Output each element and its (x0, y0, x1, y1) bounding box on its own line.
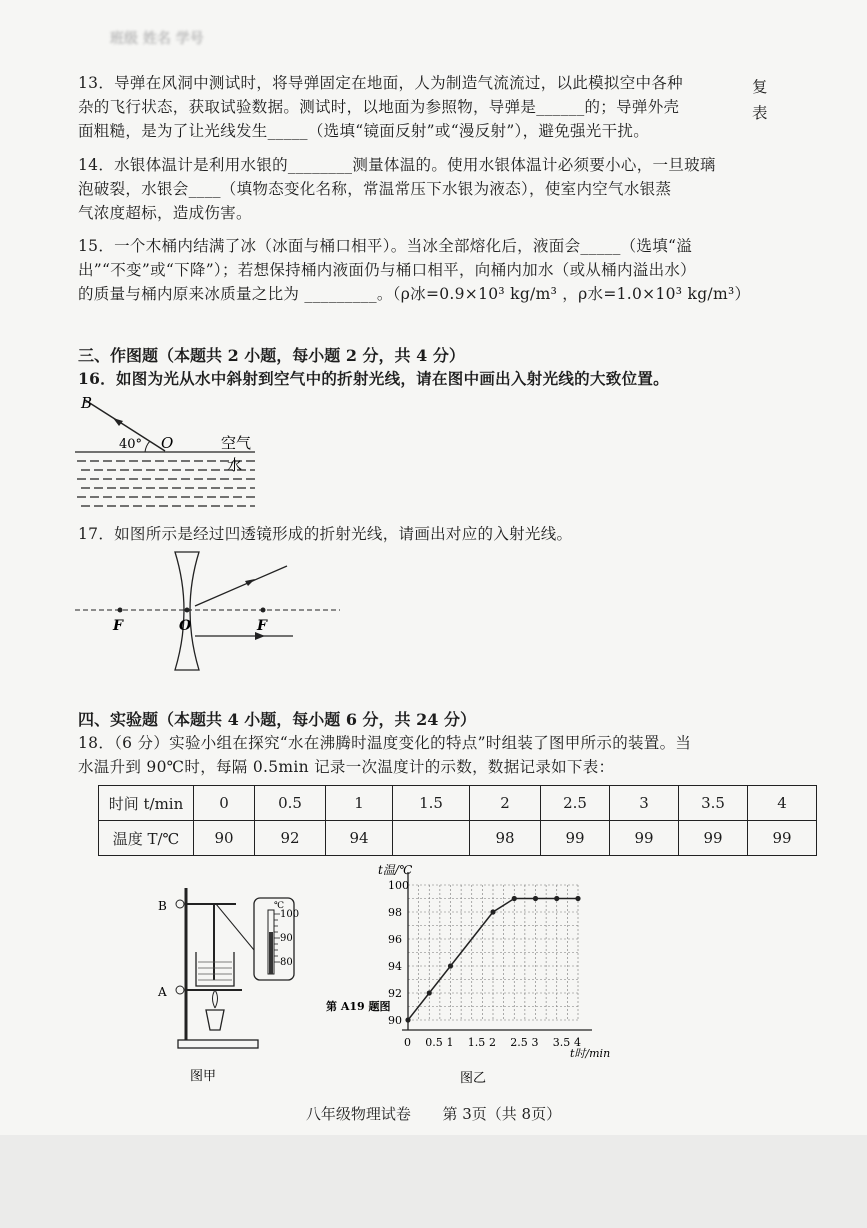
data-point (448, 963, 453, 968)
data-point (575, 896, 580, 901)
question-13 (78, 71, 778, 143)
table-cell: 90 (194, 821, 255, 856)
q15-line-2: 出”“不变”或“下降”）；若想保持桶内液面仍与桶口相平，向桶内加水（或从桶内溢出水） (78, 261, 696, 279)
table-cell: 99 (748, 821, 817, 856)
focal-point-left (118, 608, 123, 613)
label-o: O (179, 618, 192, 634)
x-tick-label: 2.5 (510, 1036, 528, 1049)
x-tick-label: 3.5 (552, 1036, 571, 1049)
chart-grid (408, 885, 578, 1020)
q15-line-3: 的质量与桶内原来冰质量之比为 _________。（ρ冰=0.9×10³ kg/m³ ，ρ水=1.0×10³ kg/m³） (78, 285, 751, 303)
overlay-caption: 第 A19 题图 (326, 1000, 391, 1013)
thermo-tick-80: 80 (280, 957, 293, 968)
stand-base (178, 1040, 258, 1048)
label-f-left: F (113, 618, 123, 634)
y-tick-label: 96 (388, 933, 402, 946)
table-cell: 92 (255, 821, 326, 856)
data-point (490, 909, 495, 914)
q17-figure (75, 548, 345, 678)
q15-line-1: 15．一个木桶内结满了冰（冰面与桶口相平）。当冰全部熔化后，液面会_____（选填“溢 (78, 237, 693, 255)
callout-line (216, 904, 254, 950)
q13-line-3: 面粗糙，是为了让光线发生_____（选填“镜面反射”或“漫反射”），避免强光干扰。 (78, 122, 649, 140)
q18-line-2: 水温升到 90℃时，每隔 0.5min 记录一次温度计的示数，数据记录如下表： (78, 758, 615, 776)
y-tick-label: 100 (388, 879, 409, 892)
ray-arrow (113, 418, 123, 426)
q13-line-1: 13．导弹在风洞中测试时，将导弹固定在地面，人为制造气流流过，以此模拟空中各种 (78, 74, 683, 92)
label-b: B (81, 394, 93, 412)
table-cell: 99 (541, 821, 610, 856)
label-b: B (158, 899, 167, 913)
thermo-tick-90: 90 (280, 933, 293, 944)
x-tick-label: 0 (404, 1036, 411, 1049)
ray-1-arrow (245, 579, 255, 586)
label-f-right: F (257, 618, 267, 634)
table-cell (393, 821, 470, 856)
x-tick-label: 4 (574, 1036, 581, 1049)
figure-yi-chart (320, 860, 611, 1090)
knob-a (176, 986, 184, 994)
question-15 (78, 234, 778, 306)
x-tick-label: 1 (446, 1036, 454, 1049)
y-tick-label: 90 (388, 1014, 402, 1027)
chart-ticks (388, 879, 581, 1049)
data-point (427, 990, 432, 995)
q18-line-1: 18．（6 分）实验小组在探究“水在沸腾时温度变化的特点”时组装了图甲所示的装置。当 (78, 734, 692, 752)
table-row (99, 821, 817, 856)
q16-figure (75, 390, 275, 520)
table-row-header-time: 时间 t/min (99, 786, 194, 821)
x-tick-label: 1.5 (467, 1036, 486, 1049)
focal-point-right (261, 608, 266, 613)
x-tick-label: 0.5 (425, 1036, 443, 1049)
x-tick-label: 2 (489, 1036, 496, 1049)
table-cell: 99 (679, 821, 748, 856)
refracted-ray-1 (195, 566, 287, 606)
table-cell: 98 (470, 821, 541, 856)
label-o: O (161, 434, 174, 452)
footer-page-number: 第 3页（共 8页） (442, 1105, 562, 1123)
table-cell: 99 (610, 821, 679, 856)
q14-line-3: 气浓度超标，造成伤害。 (78, 204, 252, 222)
label-air: 空气 (221, 434, 252, 452)
data-point (533, 896, 538, 901)
q14-line-2: 泡破裂，水银会____（填物态变化名称，常温常压下水银为液态），使室内空气水银蒸 (78, 180, 672, 198)
question-17: 17．如图所示是经过凹透镜形成的折射光线，请画出对应的入射光线。 (78, 525, 573, 543)
label-a: A (158, 985, 167, 999)
alcohol-lamp (206, 1010, 224, 1030)
table-cell: 1 (326, 786, 393, 821)
thermo-unit: ℃ (274, 901, 285, 911)
section-4-heading: 四、实验题（本题共 4 小题，每小题 6 分，共 24 分） (78, 710, 476, 729)
footer-subject: 八年级物理试卷 (305, 1105, 411, 1123)
optical-center (185, 608, 190, 613)
angle-arc (145, 441, 150, 452)
table-cell: 0.5 (255, 786, 326, 821)
x-tick-label: 3 (531, 1036, 539, 1049)
knob-b (176, 900, 184, 908)
page-footer (0, 1103, 867, 1124)
y-tick-label: 94 (388, 960, 402, 973)
table-cell: 0 (194, 786, 255, 821)
data-point (405, 1017, 410, 1022)
table-cell: 3.5 (679, 786, 748, 821)
question-18 (78, 731, 778, 779)
q13-side-char-2: 表 (752, 104, 768, 122)
temperature-table (98, 785, 817, 856)
mercury-column (269, 932, 273, 974)
q13-line-2: 杂的飞行状态，获取试验数据。测试时，以地面为参照物，导弹是______的；导弹外壳 (78, 98, 680, 116)
y-tick-label: 98 (388, 906, 402, 919)
thermo-tick-100: 100 (280, 909, 300, 920)
y-tick-label: 92 (388, 987, 402, 1000)
header-smudge: 班级 姓名 学号 (110, 31, 204, 47)
table-row-header-temp: 温度 T/℃ (99, 821, 194, 856)
fig-jia-caption: 图甲 (190, 1069, 217, 1084)
table-cell: 3 (610, 786, 679, 821)
table-cell: 94 (326, 821, 393, 856)
table-cell: 4 (748, 786, 817, 821)
x-axis-label: t时/min (570, 1047, 611, 1060)
table-cell: 2 (470, 786, 541, 821)
label-angle: 40° (119, 437, 143, 452)
scan-shadow (0, 1135, 867, 1228)
y-axis-label: t温/℃ (378, 863, 413, 877)
table-row (99, 786, 817, 821)
question-14 (78, 153, 778, 225)
label-water: 水 (227, 456, 243, 474)
table-cell: 1.5 (393, 786, 470, 821)
data-point (512, 896, 517, 901)
flame (213, 990, 218, 1008)
fig-yi-caption: 图乙 (460, 1071, 487, 1086)
question-16: 16．如图为光从水中斜射到空气中的折射光线，请在图中画出入射光线的大致位置。 (78, 369, 669, 388)
q13-side-char-1: 复 (752, 78, 768, 96)
table-cell: 2.5 (541, 786, 610, 821)
figure-jia-apparatus (150, 880, 330, 1090)
q14-line-1: 14．水银体温计是利用水银的________测量体温的。使用水银体温计必须要小心，一旦玻璃 (78, 156, 716, 174)
section-3-heading: 三、作图题（本题共 2 小题，每小题 2 分，共 4 分） (78, 346, 465, 365)
data-point (554, 896, 559, 901)
